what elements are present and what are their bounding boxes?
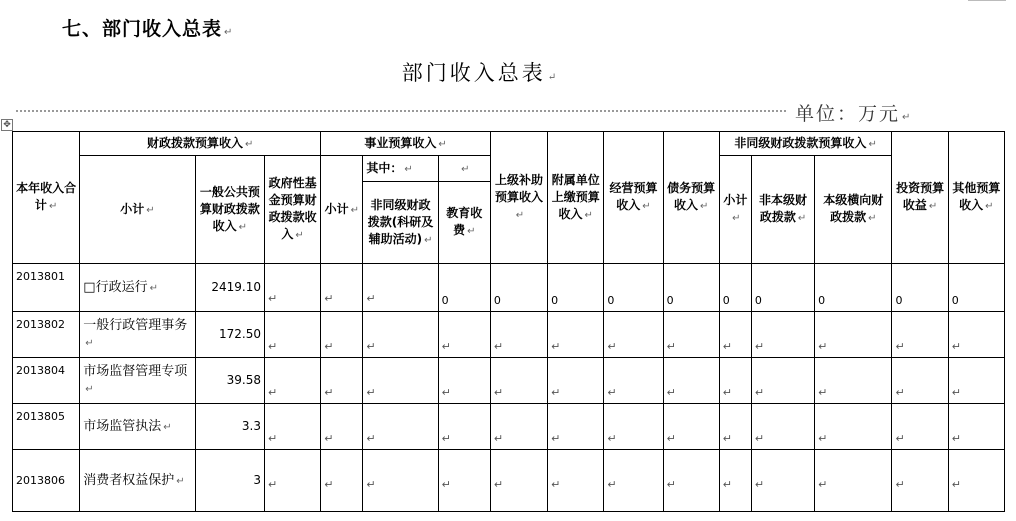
header-upper-subsidy: 上级补助预算收入↵ bbox=[490, 132, 547, 264]
row-empty-cell: ↵ bbox=[548, 312, 604, 358]
row-empty-cell: ↵ bbox=[490, 450, 547, 512]
row-general-public: 172.50 bbox=[195, 312, 264, 358]
header-fiscal-group: 财政拨款预算收入 ↵ bbox=[80, 132, 321, 156]
header-operating: 经营预算收入 ↵ bbox=[604, 132, 663, 264]
income-table bbox=[12, 131, 1005, 512]
header-non-same-level: 非同级财政拨款(科研及辅助活动) ↵ bbox=[363, 182, 438, 264]
row-empty-cell: ↵ bbox=[490, 312, 547, 358]
row-empty-cell: ↵ bbox=[490, 404, 547, 450]
row-empty-cell: ↵ bbox=[815, 450, 892, 512]
row-empty-cell: ↵ bbox=[948, 312, 1004, 358]
header-non-local: 非本级财政拨款 ↵ bbox=[751, 156, 814, 264]
row-code: 2013802 bbox=[13, 312, 80, 358]
row-non-same-subtotal: 0 bbox=[719, 264, 751, 312]
row-empty-cell: ↵ bbox=[948, 404, 1004, 450]
header-total: 本年收入合计 ↵ bbox=[13, 132, 80, 264]
header-career-group: 事业预算收入 ↵ bbox=[321, 132, 491, 156]
row-code: 2013804 bbox=[13, 358, 80, 404]
row-empty-cell: ↵ bbox=[321, 404, 363, 450]
header-other: 其他预算收入 ↵ bbox=[948, 132, 1004, 264]
row-empty-cell: ↵ bbox=[948, 450, 1004, 512]
table-row bbox=[13, 358, 1005, 404]
row-empty-cell: ↵ bbox=[815, 404, 892, 450]
row-code: 2013805 bbox=[13, 404, 80, 450]
row-empty-cell: ↵ bbox=[548, 450, 604, 512]
row-empty-cell: ↵ bbox=[663, 450, 719, 512]
row-empty-cell: ↵ bbox=[363, 404, 438, 450]
row-empty-cell: ↵ bbox=[264, 404, 320, 450]
row-empty-cell: ↵ bbox=[604, 450, 663, 512]
unit-label: 单位：万元 ↵ bbox=[795, 103, 911, 125]
row-empty-cell: ↵ bbox=[321, 358, 363, 404]
row-career-subtotal: ↵ bbox=[321, 264, 363, 312]
row-empty-cell: ↵ bbox=[663, 404, 719, 450]
row-non-same-level: ↵ bbox=[363, 264, 438, 312]
row-empty-cell: ↵ bbox=[719, 404, 751, 450]
row-empty-cell: ↵ bbox=[321, 450, 363, 512]
header-fiscal-subtotal: 小计 ↵ bbox=[80, 156, 195, 264]
table-row bbox=[13, 312, 1005, 358]
row-empty-cell: ↵ bbox=[438, 404, 490, 450]
row-empty-cell: ↵ bbox=[321, 312, 363, 358]
row-general-public: 3 bbox=[195, 450, 264, 512]
table-title: 部门收入总表 ↵ bbox=[401, 61, 557, 85]
row-debt: 0 bbox=[663, 264, 719, 312]
header-affiliated: 附属单位上缴预算收入 ↵ bbox=[548, 132, 604, 264]
row-code: 2013806 bbox=[13, 450, 80, 512]
header-gov-fund: 政府性基金预算财政拨款收入 ↵ bbox=[264, 156, 320, 264]
row-general-public: 2419.10 bbox=[195, 264, 264, 312]
row-empty-cell: ↵ bbox=[751, 404, 814, 450]
row-empty-cell: ↵ bbox=[719, 358, 751, 404]
row-empty-cell: ↵ bbox=[751, 450, 814, 512]
header-of-which: 其中： ↵ bbox=[363, 156, 438, 182]
row-empty-cell: ↵ bbox=[264, 312, 320, 358]
row-name: 市场监管执法 ↵ bbox=[80, 404, 195, 450]
row-empty-cell: ↵ bbox=[751, 312, 814, 358]
row-empty-cell: ↵ bbox=[264, 450, 320, 512]
row-empty-cell: ↵ bbox=[663, 312, 719, 358]
header-non-same-group: 非同级财政拨款预算收入 ↵ bbox=[719, 132, 892, 156]
header-investment: 投资预算收益 ↵ bbox=[892, 132, 948, 264]
row-empty-cell: ↵ bbox=[604, 404, 663, 450]
row-empty-cell: ↵ bbox=[604, 358, 663, 404]
table-row bbox=[13, 404, 1005, 450]
row-local-horizontal: 0 bbox=[815, 264, 892, 312]
table-move-handle-icon[interactable]: ✥ bbox=[1, 119, 13, 131]
row-empty-cell: ↵ bbox=[548, 358, 604, 404]
dotted-leader bbox=[16, 110, 786, 112]
row-empty-cell: ↵ bbox=[438, 358, 490, 404]
row-empty-cell: ↵ bbox=[363, 450, 438, 512]
header-local-horizontal: 本级横向财政拨款 ↵ bbox=[815, 156, 892, 264]
row-empty-cell: ↵ bbox=[604, 312, 663, 358]
row-empty-cell: ↵ bbox=[815, 358, 892, 404]
row-empty-cell: ↵ bbox=[892, 358, 948, 404]
row-empty-cell: ↵ bbox=[751, 358, 814, 404]
row-empty-cell: ↵ bbox=[363, 358, 438, 404]
row-other: 0 bbox=[948, 264, 1004, 312]
header-education-fee: 教育收费 ↵ bbox=[438, 182, 490, 264]
row-empty-cell: ↵ bbox=[663, 358, 719, 404]
row-empty-cell: ↵ bbox=[815, 312, 892, 358]
row-empty-cell: ↵ bbox=[892, 450, 948, 512]
header-general-public: 一般公共预算财政拨款收入 ↵ bbox=[195, 156, 264, 264]
row-empty-cell: ↵ bbox=[892, 404, 948, 450]
table-row bbox=[13, 264, 1005, 312]
row-name: 市场监督管理专项↵ bbox=[80, 358, 195, 404]
row-investment: 0 bbox=[892, 264, 948, 312]
row-empty-cell: ↵ bbox=[264, 358, 320, 404]
header-of-which-blank: ↵ bbox=[438, 156, 490, 182]
row-empty-cell: ↵ bbox=[892, 312, 948, 358]
row-name: 消费者权益保护 ↵ bbox=[80, 450, 195, 512]
row-code: 2013801 bbox=[13, 264, 80, 312]
row-non-local: 0 bbox=[751, 264, 814, 312]
row-general-public: 39.58 bbox=[195, 358, 264, 404]
row-gov-fund: ↵ bbox=[264, 264, 320, 312]
header-non-same-subtotal: 小计↵ bbox=[719, 156, 751, 264]
row-general-public: 3.3 bbox=[195, 404, 264, 450]
header-career-subtotal: 小计 ↵ bbox=[321, 156, 363, 264]
row-affiliated: 0 bbox=[548, 264, 604, 312]
row-empty-cell: ↵ bbox=[438, 312, 490, 358]
page-corner-mark bbox=[968, 0, 1006, 1]
row-empty-cell: ↵ bbox=[548, 404, 604, 450]
header-debt: 债务预算收入 ↵ bbox=[663, 132, 719, 264]
row-operating: 0 bbox=[604, 264, 663, 312]
row-empty-cell: ↵ bbox=[948, 358, 1004, 404]
row-upper-subsidy: 0 bbox=[490, 264, 547, 312]
row-empty-cell: ↵ bbox=[719, 312, 751, 358]
row-empty-cell: ↵ bbox=[719, 450, 751, 512]
row-empty-cell: ↵ bbox=[438, 450, 490, 512]
table-row bbox=[13, 450, 1005, 512]
row-name: □行政运行 ↵ bbox=[80, 264, 195, 312]
row-empty-cell: ↵ bbox=[490, 358, 547, 404]
row-empty-cell: ↵ bbox=[363, 312, 438, 358]
row-name: 一般行政管理事务↵ bbox=[80, 312, 195, 358]
section-heading: 七、部门收入总表 ↵ bbox=[62, 18, 233, 40]
row-education-fee: 0 bbox=[438, 264, 490, 312]
